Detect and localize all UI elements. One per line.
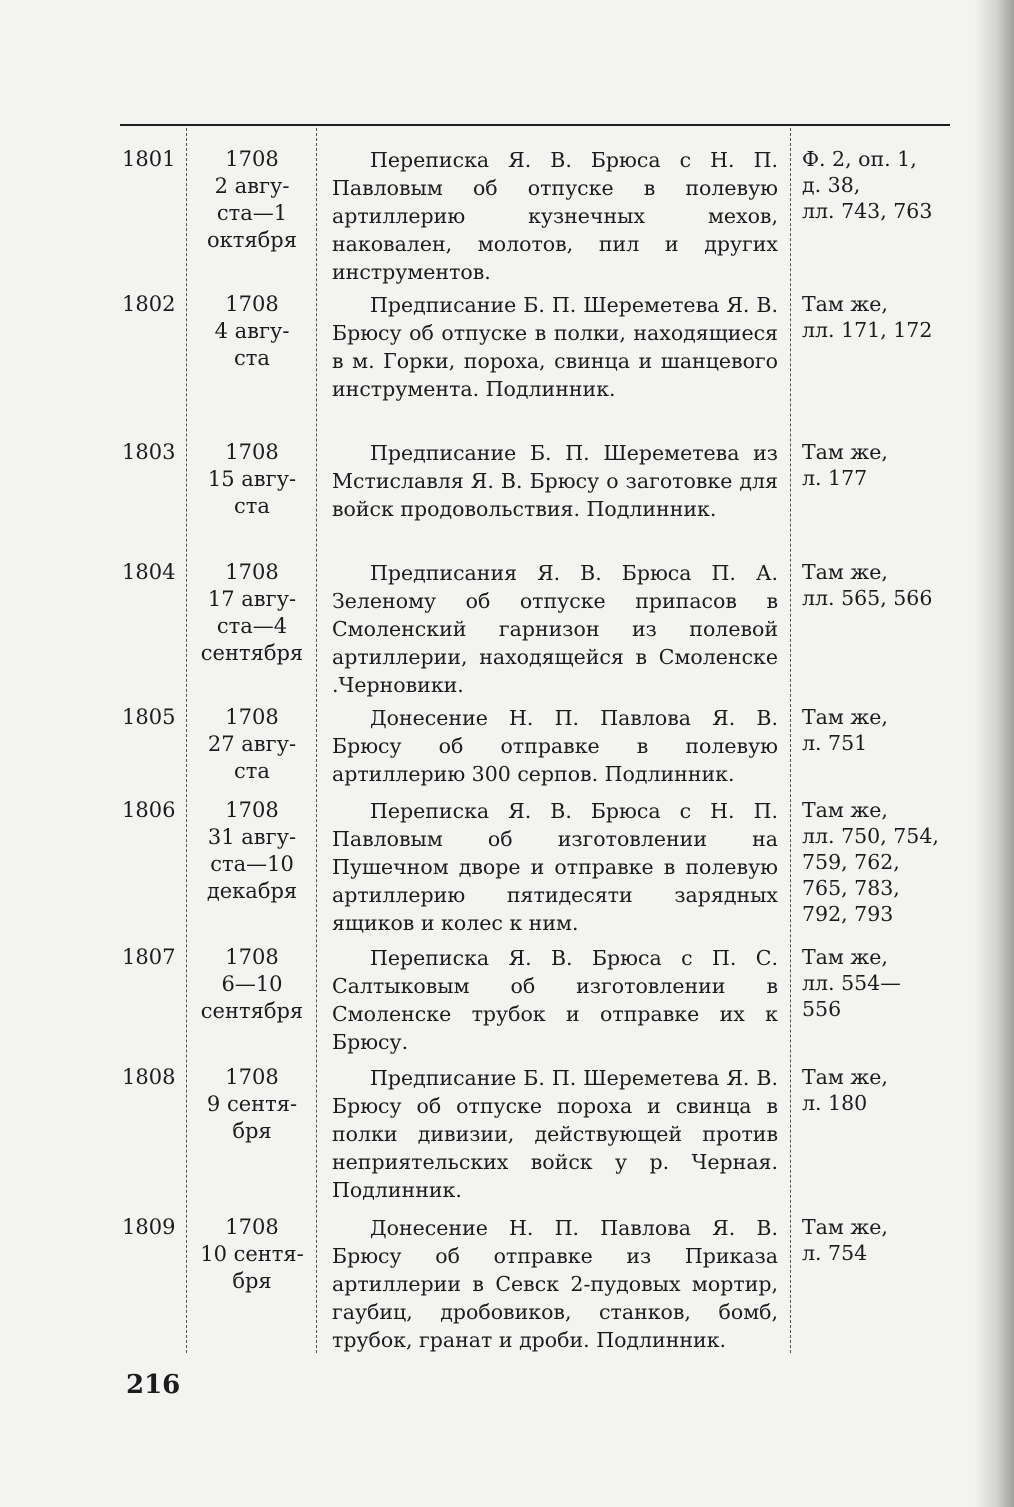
- entry-number: 1807: [122, 945, 176, 969]
- entry-date: 1708 6—10 сентября: [200, 945, 304, 1023]
- entry-date: 1708 10 сентя- бря: [200, 1215, 304, 1293]
- entry-reference: Там же, лл. 171, 172: [802, 292, 933, 342]
- entry-number: 1806: [122, 798, 176, 822]
- entry-description: Донесение Н. П. Павлова Я. В. Брюсу об отправке в полевую артиллерию 300 серпов. Подлинник.: [332, 706, 778, 786]
- entry-date: 1708 2 авгу- ста—1 октября: [207, 147, 297, 252]
- entry-description: Переписка Я. В. Брюса с Н. П. Павловым об отпуске в полевую артиллерию кузнечных мехов, наковален, молотов, пил и других инструментов.: [332, 148, 778, 284]
- entry-date: 1708 17 авгу- ста—4 сентября: [200, 560, 304, 665]
- entry-description: Переписка Я. В. Брюса с Н. П. Павловым об изготовлении на Пушечном дворе и отправке в полевую артиллерию пятидесяти зарядных ящиков и колес к ним.: [332, 799, 778, 935]
- entry-date: 1708 27 авгу- ста: [207, 705, 297, 783]
- entry-description: Предписания Я. В. Брюса П. А. Зеленому об отпуске припасов в Смоленский гарнизон из полевой артиллерии, находящейся в Смоленске .Черновики.: [332, 561, 778, 697]
- entry-reference: Там же, лл. 565, 566: [802, 560, 933, 610]
- entry-number: 1802: [122, 292, 176, 316]
- table-top-rule: [120, 124, 950, 126]
- entry-date: 1708 4 авгу- ста: [214, 292, 290, 370]
- entry-description: Переписка Я. В. Брюса с П. С. Салтыковым об изготовлении в Смоленске трубок и отправке их к Брюсу.: [332, 946, 778, 1054]
- page-edge-shadow: [974, 0, 1014, 1507]
- entry-reference: Там же, л. 177: [802, 440, 888, 490]
- entry-date: 1708 15 авгу- ста: [207, 440, 297, 518]
- entry-reference: Там же, л. 180: [802, 1065, 888, 1115]
- entry-number: 1809: [122, 1215, 176, 1239]
- column-divider: [186, 128, 187, 1353]
- entry-reference: Там же, лл. 554— 556: [802, 945, 901, 1021]
- page-number: 216: [126, 1370, 181, 1400]
- entry-description: Предписание Б. П. Шереметева Я. В. Брюсу об отпуске пороха и свинца в полки дивизии, действующей против неприятельских войск у р. Черная. Подлинник.: [332, 1066, 778, 1202]
- entry-description: Предписание Б. П. Шереметева Я. В. Брюсу об отпуске в полки, находящиеся в м. Горки, пороха, свинца и шанцевого инструмента. Подлинник.: [332, 293, 778, 401]
- entry-number: 1804: [122, 560, 176, 584]
- entry-description: Донесение Н. П. Павлова Я. В. Брюсу об отправке из Приказа артиллерии в Севск 2-пудовых мортир, гаубиц, дробовиков, станков, бомб, трубок, гранат и дроби. Подлинник.: [332, 1216, 778, 1352]
- entry-number: 1808: [122, 1065, 176, 1089]
- entry-number: 1801: [122, 147, 176, 171]
- entry-date: 1708 31 авгу- ста—10 декабря: [206, 798, 298, 903]
- entry-number: 1803: [122, 440, 176, 464]
- entry-number: 1805: [122, 705, 176, 729]
- column-divider: [316, 128, 317, 1353]
- entry-description: Предписание Б. П. Шереметева из Мстиславля Я. В. Брюсу о заготовке для войск продовольствия. Подлинник.: [332, 441, 778, 521]
- entry-reference: Там же, лл. 750, 754, 759, 762, 765, 783, 792, 793: [802, 798, 939, 926]
- column-divider: [790, 128, 791, 1353]
- entry-date: 1708 9 сентя- бря: [206, 1065, 298, 1143]
- entry-reference: Там же, л. 754: [802, 1215, 888, 1265]
- entry-reference: Ф. 2, оп. 1, д. 38, лл. 743, 763: [802, 147, 933, 223]
- entry-reference: Там же, л. 751: [802, 705, 888, 755]
